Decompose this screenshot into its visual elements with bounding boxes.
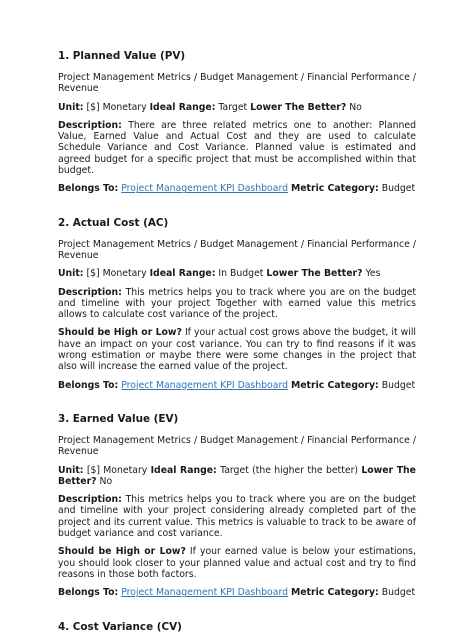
- high-or-low-label: Should be High or Low?: [58, 546, 186, 558]
- unit-value: [$] Monetary: [86, 268, 147, 280]
- section-heading: 2. Actual Cost (AC): [58, 216, 169, 229]
- unit-label: Unit:: [58, 464, 84, 476]
- description-label: Description:: [58, 494, 122, 506]
- metric-section-actual-cost: [58, 217, 416, 391]
- description-text: There are three related metrics one to another: Planned Value, Earned Value and Actual Cost and they are used to calculate Schedule Variance and Cost Variance. Planned value is estimated and agreed budget for a specific project that must be accomplished within that budget.: [58, 119, 416, 177]
- section-heading: 4. Cost Variance (CV): [58, 620, 182, 633]
- description-text: This metrics helps you to track where you are on the budget and timeline with your project considering already completed part of the project and its current value. This metrics is valuable to track to be aware of budget variance and cost variance.: [58, 494, 416, 540]
- metric-category-value: Budget: [381, 379, 416, 391]
- categories-line: Project Management Metrics / Budget Management / Financial Performance / Revenue: [58, 72, 416, 95]
- high-or-low-paragraph: [58, 546, 416, 580]
- belongs-label: Belongs To:: [58, 379, 119, 391]
- categories-line: Project Management Metrics / Budget Management / Financial Performance / Revenue: [58, 434, 416, 458]
- range-value: Target (the higher the better): [220, 464, 359, 476]
- high-or-low-paragraph: [58, 327, 416, 372]
- metric-category-label: Metric Category:: [290, 587, 379, 599]
- better-value: Yes: [365, 268, 381, 280]
- metric-category-value: Budget: [381, 183, 416, 195]
- description-paragraph: [58, 494, 416, 539]
- range-label: Ideal Range:: [149, 268, 216, 280]
- range-label: Ideal Range:: [149, 101, 216, 113]
- section-heading: 3. Earned Value (EV): [58, 412, 179, 425]
- high-or-low-text: If your earned value is below your estimations, you should look closer to your planned value and actual cost and try to find reasons in those both factors.: [58, 546, 416, 580]
- dashboard-link[interactable]: Project Management KPI Dashboard: [121, 587, 289, 599]
- better-value: No: [99, 475, 113, 487]
- belongs-line: [58, 587, 416, 598]
- metric-section-planned-value: [58, 50, 416, 195]
- metric-category-label: Metric Category:: [290, 379, 379, 391]
- belongs-label: Belongs To:: [58, 587, 119, 599]
- unit-label: Unit:: [58, 268, 84, 280]
- description-paragraph: [58, 120, 416, 176]
- metric-category-label: Metric Category:: [290, 183, 379, 195]
- belongs-line: [58, 380, 416, 391]
- metric-category-value: Budget: [381, 587, 416, 599]
- belongs-line: [58, 183, 416, 194]
- range-value: Target: [218, 101, 248, 113]
- unit-value: [$] Monetary: [86, 464, 148, 476]
- dashboard-link[interactable]: Project Management KPI Dashboard: [121, 379, 289, 391]
- high-or-low-text: If your actual cost grows above the budget, it will have an impact on your cost variance. You can try to find reasons if it was wrong estimation or maybe there were some changes in the project that also will increase the earned value of the project.: [58, 327, 416, 373]
- better-label: Lower The Better?: [58, 464, 416, 487]
- categories-line: Project Management Metrics / Budget Management / Financial Performance / Revenue: [58, 238, 416, 261]
- high-or-low-label: Should be High or Low?: [58, 327, 182, 339]
- belongs-label: Belongs To:: [58, 183, 119, 195]
- unit-line: [58, 465, 416, 488]
- description-label: Description:: [58, 286, 122, 298]
- unit-line: [58, 102, 416, 113]
- unit-label: Unit:: [58, 101, 84, 113]
- metric-section-earned-value: [58, 413, 416, 599]
- description-label: Description:: [58, 119, 122, 131]
- unit-line: [58, 268, 416, 279]
- unit-value: [$] Monetary: [86, 101, 147, 113]
- range-label: Ideal Range:: [150, 464, 217, 476]
- description-text: This metrics helps you to track where you are on the budget and timeline with your project Together with earned value this metrics allows to calculate cost variance of the project.: [58, 286, 416, 321]
- section-heading: 1. Planned Value (PV): [58, 50, 186, 62]
- better-label: Lower The Better?: [250, 101, 347, 113]
- description-paragraph: [58, 287, 416, 321]
- range-value: In Budget: [218, 268, 264, 280]
- better-value: No: [349, 101, 362, 113]
- dashboard-link[interactable]: Project Management KPI Dashboard: [121, 183, 289, 195]
- better-label: Lower The Better?: [266, 268, 363, 280]
